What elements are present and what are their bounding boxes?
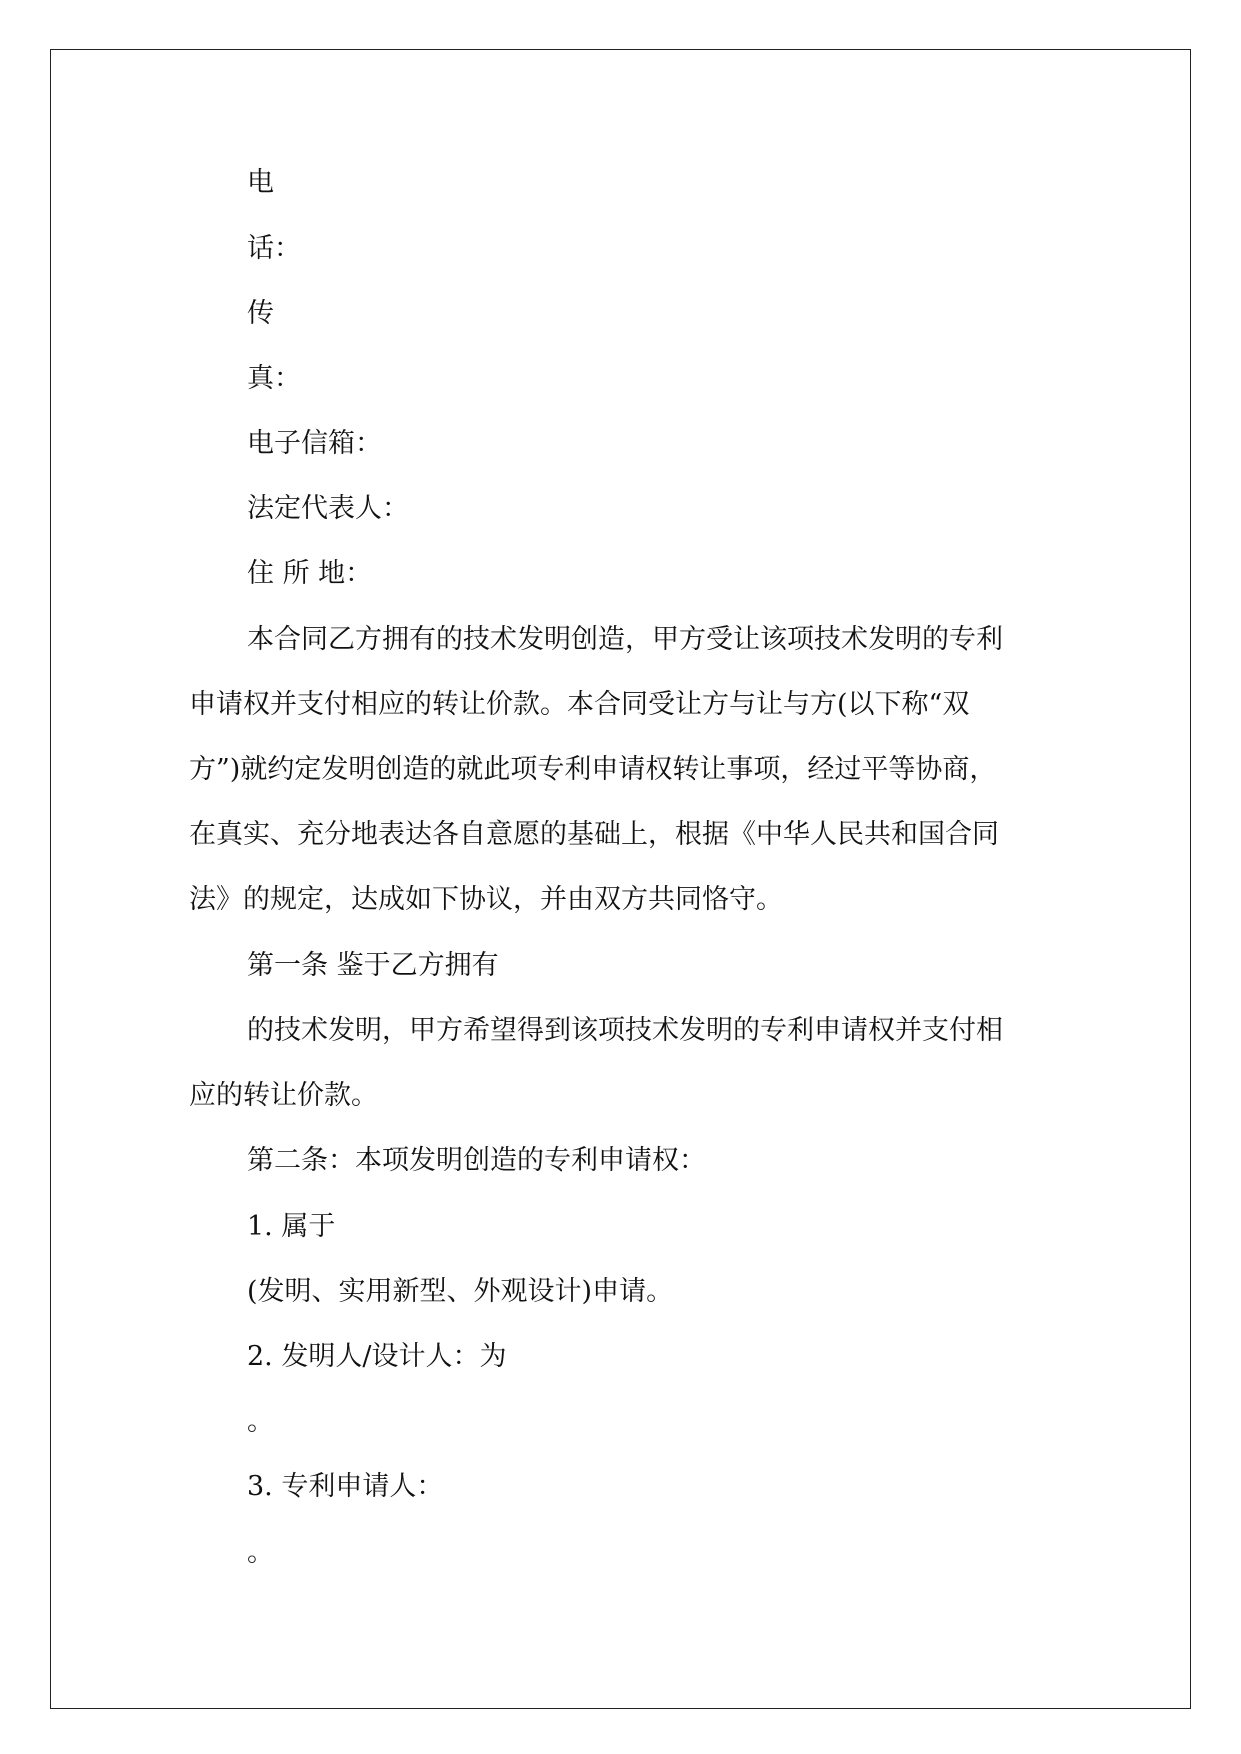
preamble-line-2: 申请权并支付相应的转让价款。本合同受让方与让与方(以下称“双 — [189, 689, 970, 720]
preamble-line-1: 本合同乙方拥有的技术发明创造，甲方受让该项技术发明的专利 — [247, 624, 1003, 655]
page-border — [50, 49, 1191, 1709]
article-2-item-2: 2. 发明人/设计人：为 — [247, 1341, 507, 1372]
fax-label-line-1: 传 — [247, 298, 274, 329]
article-2-heading: 第二条：本项发明创造的专利申请权： — [247, 1145, 706, 1176]
article-1-line-2: 的技术发明，甲方希望得到该项技术发明的专利申请权并支付相 — [247, 1015, 1003, 1046]
fax-label-line-2: 真： — [247, 363, 301, 394]
article-2-item-3: 3. 专利申请人： — [247, 1471, 444, 1502]
article-2-item-2-end: 。 — [247, 1406, 274, 1437]
article-2-item-3-end: 。 — [247, 1537, 274, 1568]
preamble-line-3: 方”)就约定发明创造的就此项专利申请权转让事项，经过平等协商， — [189, 754, 997, 785]
article-2-item-1-detail: (发明、实用新型、外观设计)申请。 — [247, 1276, 674, 1307]
article-1-line-3: 应的转让价款。 — [189, 1080, 378, 1111]
preamble-line-4: 在真实、充分地表达各自意愿的基础上，根据《中华人民共和国合同 — [189, 819, 999, 850]
article-1-heading: 第一条 鉴于乙方拥有 — [247, 950, 499, 981]
phone-label-line-2: 话： — [247, 233, 301, 264]
article-2-item-1: 1. 属于 — [247, 1211, 336, 1242]
address-label: 住 所 地： — [247, 558, 373, 589]
preamble-line-5: 法》的规定，达成如下协议，并由双方共同恪守。 — [189, 884, 783, 915]
legal-representative-label: 法定代表人： — [247, 493, 409, 524]
phone-label-line-1: 电 — [247, 167, 274, 198]
email-label: 电子信箱： — [247, 428, 382, 459]
